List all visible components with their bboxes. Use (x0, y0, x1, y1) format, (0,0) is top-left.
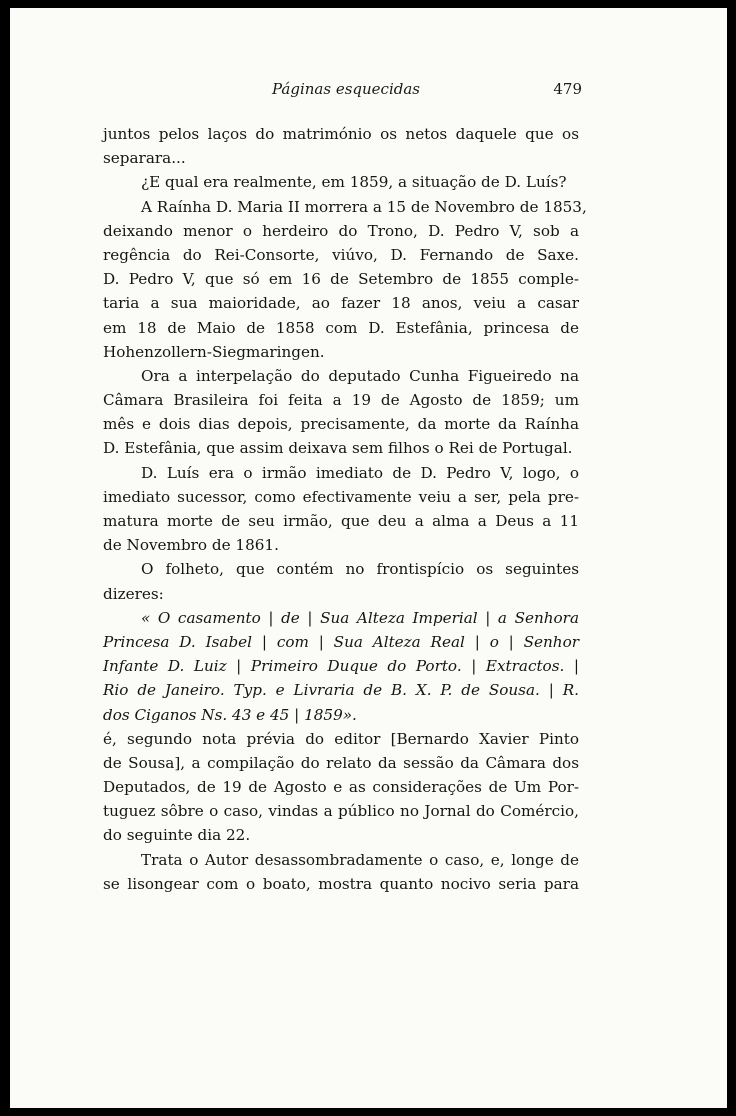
text-line: D. Pedro V, que só em 16 de Setembro de 1855 comple- (103, 270, 579, 289)
quote-line: Princesa D. Isabel | com | Sua Alteza Real | o | Senhor (103, 632, 579, 651)
text-line: tuguez sôbre o caso, vindas a público no Jornal do Comércio, (103, 802, 579, 821)
text-line: D. Estefânia, que assim deixava sem filhos o Rei de Portugal. (103, 439, 573, 458)
text-line: A Raínha D. Maria II morrera a 15 de Novembro de 1853, (141, 197, 587, 216)
text-line: Hohenzollern-Siegmaringen. (103, 342, 325, 361)
book-page (10, 8, 727, 1108)
text-body (103, 122, 587, 896)
text-line: de Sousa], a compilação do relato da sessão da Câmara dos (103, 753, 579, 772)
text-line: juntos pelos laços do matrimónio os netos daquele que os (103, 125, 579, 143)
text-line: é, segundo nota prévia do editor [Bernardo Xavier Pinto (103, 729, 579, 748)
text-line: Deputados, de 19 de Agosto e as considerações de Um Por- (103, 778, 579, 797)
text-line: em 18 de Maio de 1858 com D. Estefânia, princesa de (103, 318, 579, 337)
text-line: do seguinte dia 22. (103, 826, 251, 845)
text-line: mês e dois dias depois, precisamente, da morte da Raínha (103, 415, 579, 434)
text-line: Trata o Autor desassombradamente o caso, e, longe de (141, 850, 579, 869)
quote-line: « O casamento | de | Sua Alteza Imperial | a Senhora (141, 608, 579, 627)
running-title: Páginas esquecidas (272, 80, 420, 98)
text-line: se lisongear com o boato, mostra quanto nocivo seria para (103, 874, 579, 893)
quote-line: dos Ciganos Ns. 43 e 45 | 1859». (103, 705, 357, 724)
text-line: dizeres: (103, 584, 164, 603)
text-line: separara... (103, 149, 186, 168)
text-line: de Novembro de 1861. (103, 536, 279, 555)
quote-line: Rio de Janeiro. Typ. e Livraria de B. X. P. de Sousa. | R. (103, 681, 579, 700)
quote-line: Infante D. Luiz | Primeiro Duque do Porto. | Extractos. | (103, 657, 579, 676)
running-header (272, 80, 582, 102)
text-line: regência do Rei-Consorte, viúvo, D. Fernando de Saxe. (103, 245, 579, 264)
text-line: D. Luís era o irmão imediato de D. Pedro V, logo, o (141, 463, 579, 482)
text-line: O folheto, que contém no frontispício os seguintes (141, 560, 579, 579)
text-line: matura morte de seu irmão, que deu a alma a Deus a 11 (103, 512, 579, 530)
text-line: Câmara Brasileira foi feita a 19 de Agosto de 1859; um (103, 391, 579, 410)
text-line: ¿E qual era realmente, em 1859, a situação de D. Luís? (141, 173, 567, 192)
text-line: deixando menor o herdeiro do Trono, D. Pedro V, sob a (103, 221, 579, 240)
text-line: imediato sucessor, como efectivamente veiu a ser, pela pre- (103, 487, 579, 506)
text-line: taria a sua maioridade, ao fazer 18 anos, veiu a casar (103, 294, 579, 313)
page-number: 479 (553, 80, 582, 98)
text-line: Ora a interpelação do deputado Cunha Figueiredo na (141, 366, 579, 385)
